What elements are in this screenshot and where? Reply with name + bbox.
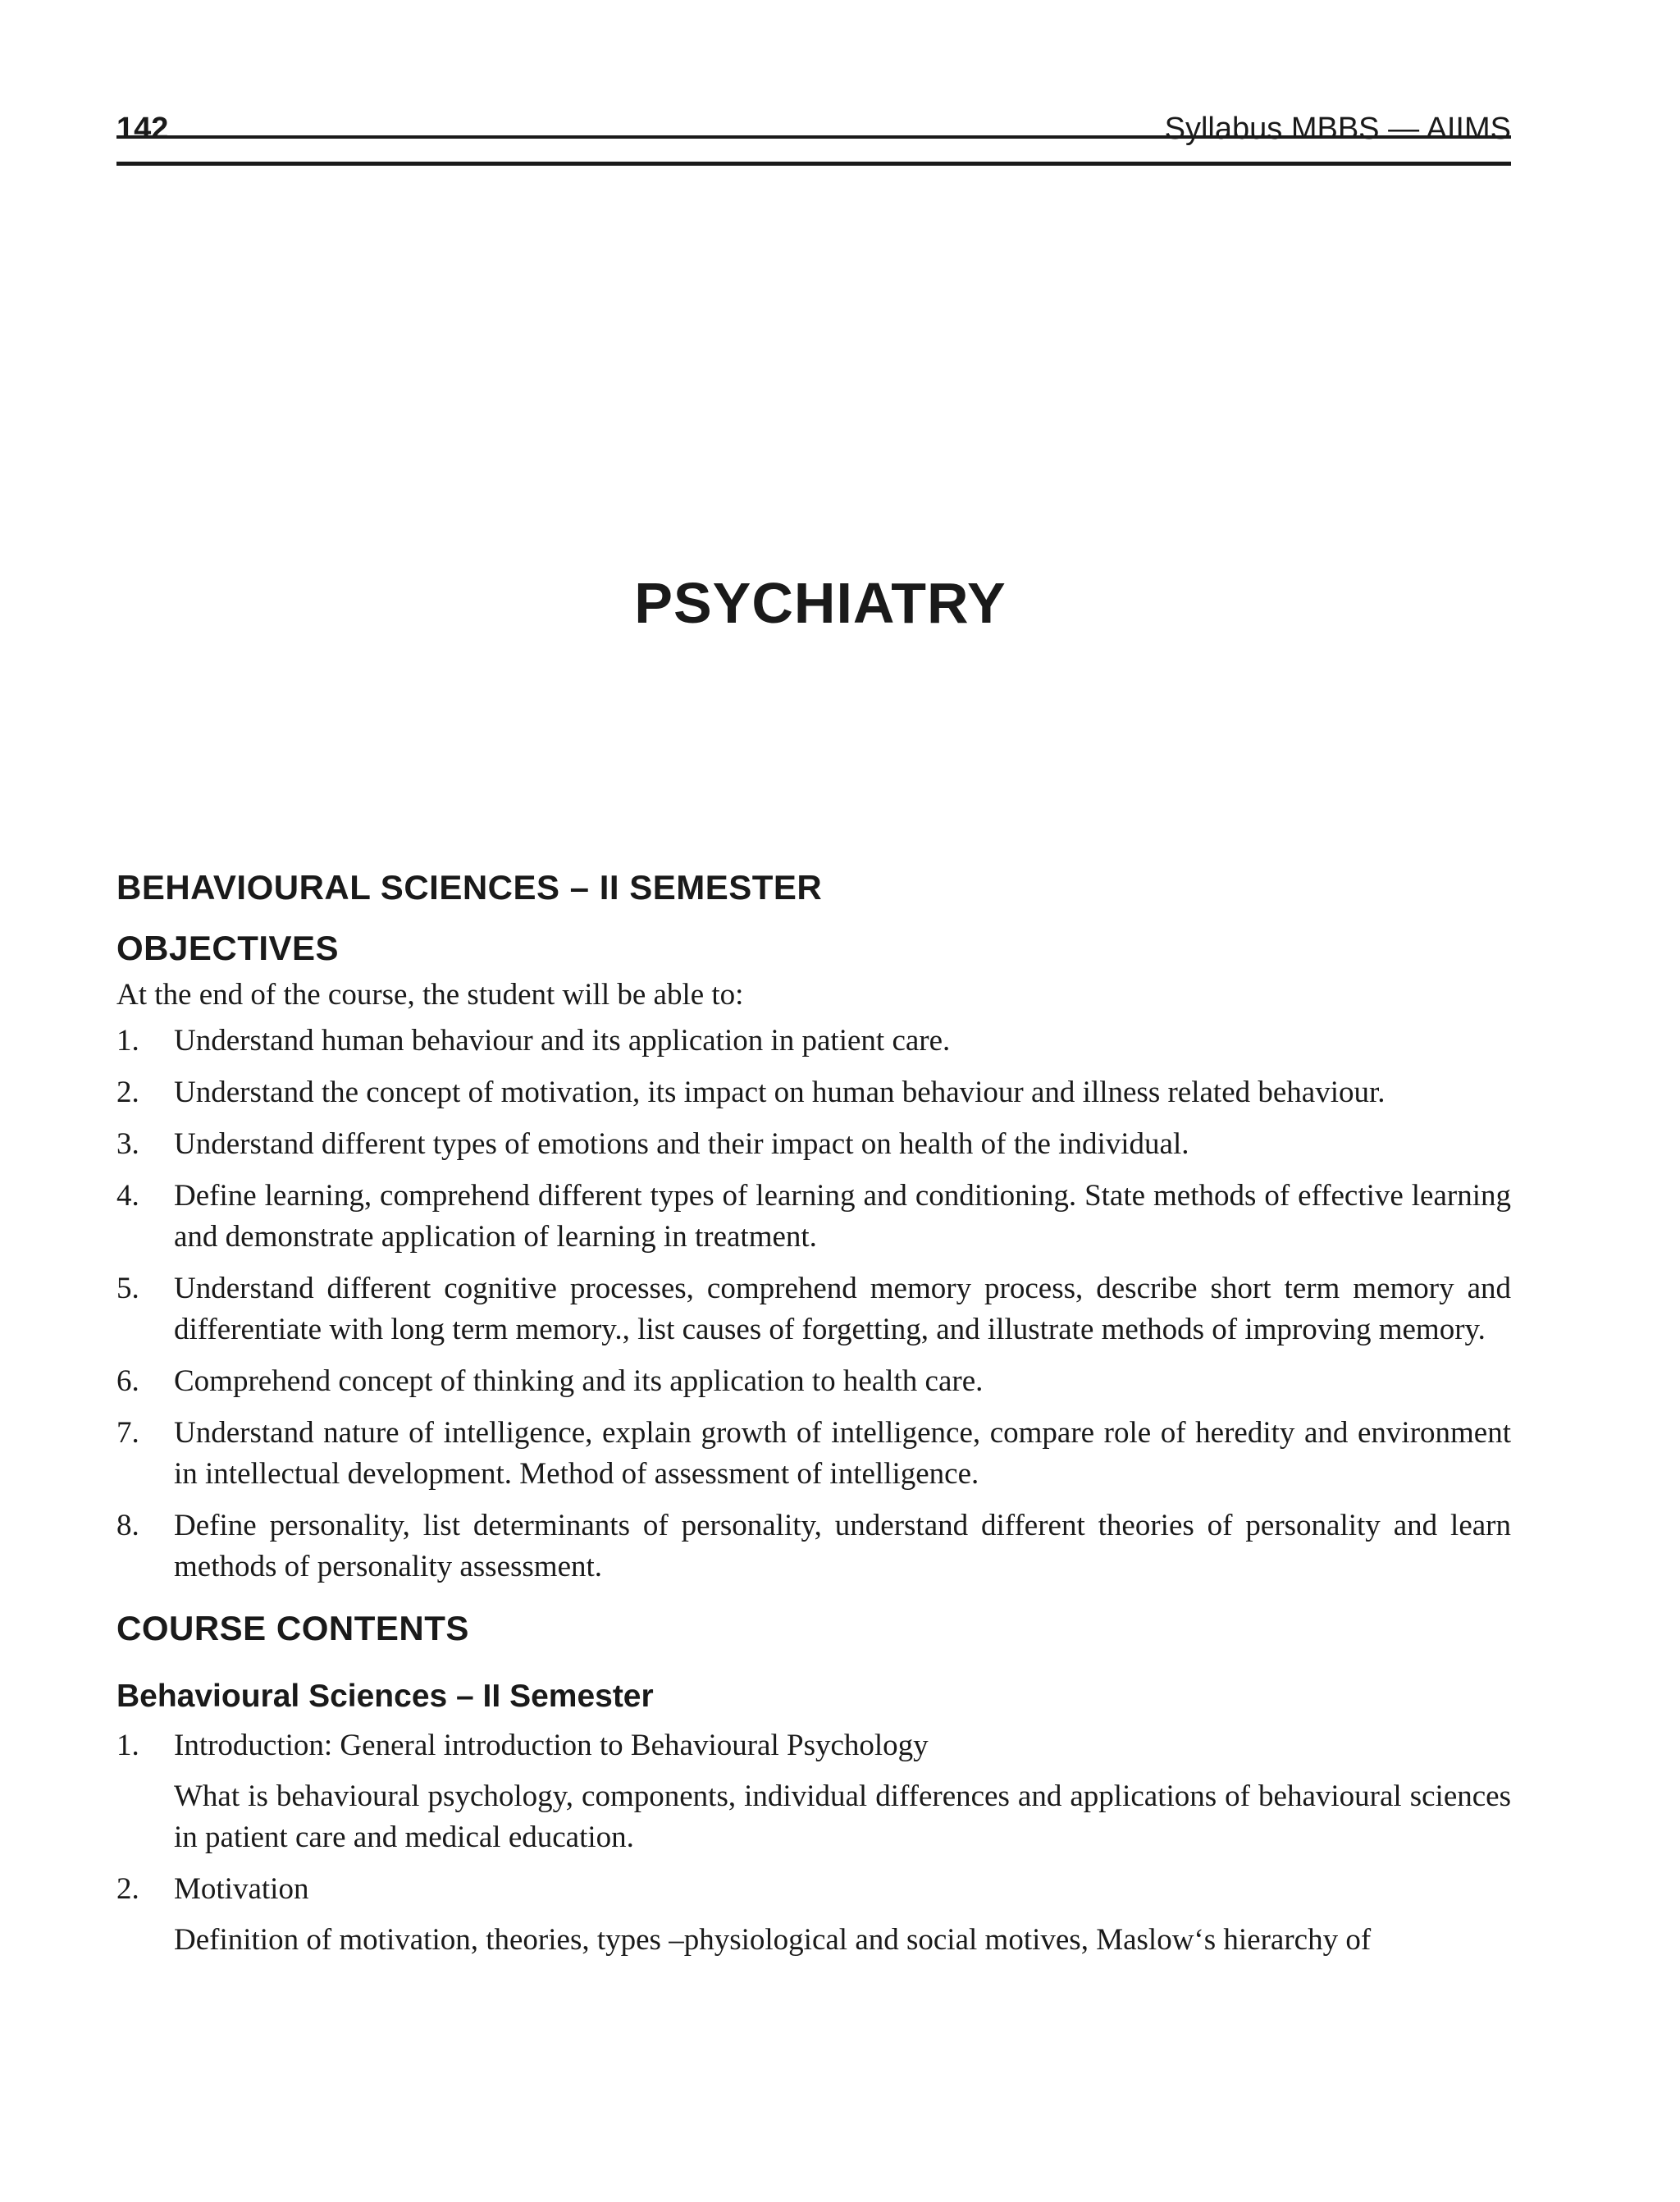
objective-item: [116, 1124, 1511, 1165]
course-contents-list: [116, 1725, 1511, 1961]
item-number: 6.: [116, 1364, 139, 1398]
item-text: Understand nature of intelligence, explain growth of intelligence, compare role of heredity and environment in intellectual development. Method of assessment of intelligence.: [174, 1416, 1511, 1491]
objective-item: [116, 1413, 1511, 1495]
section-heading: BEHAVIOURAL SCIENCES – II SEMESTER: [116, 868, 823, 907]
objective-item: [116, 1361, 1511, 1402]
objectives-heading: OBJECTIVES: [116, 929, 340, 967]
item-number: 7.: [116, 1416, 139, 1450]
course-subheading: Behavioural Sciences – II Semester: [116, 1679, 654, 1714]
item-number: 2.: [116, 1076, 139, 1109]
page-title: PSYCHIATRY: [634, 570, 1007, 635]
item-description: Definition of motivation, theories, types –physiological and social motives, Maslow‘s hierarchy of: [174, 1923, 1372, 1957]
item-text: Define personality, list determinants of personality, understand different theories of personality and learn methods of personality assessment.: [174, 1509, 1511, 1583]
item-number: 1.: [116, 1024, 139, 1058]
course-item: [116, 1869, 1511, 1961]
item-description: What is behavioural psychology, components, individual differences and applications of behavioural sciences in patient care and medical education.: [174, 1779, 1511, 1854]
objective-item: [116, 1072, 1511, 1113]
item-number: 4.: [116, 1179, 139, 1213]
item-title: Introduction: General introduction to Behavioural Psychology: [174, 1729, 929, 1762]
course-item: [116, 1725, 1511, 1858]
page-header: [116, 110, 1511, 166]
item-text: Understand the concept of motivation, its impact on human behaviour and illness related behaviour.: [174, 1076, 1386, 1109]
objectives-intro: At the end of the course, the student will be able to:: [116, 978, 744, 1012]
objective-item: [116, 1268, 1511, 1350]
item-title: Motivation: [174, 1872, 309, 1906]
item-number: 3.: [116, 1127, 139, 1161]
objective-item: [116, 1176, 1511, 1258]
objectives-list: [116, 1021, 1511, 1588]
main-content: [116, 863, 1511, 1971]
item-number: 5.: [116, 1272, 139, 1305]
header-rule-bottom: [116, 162, 1511, 166]
item-text: Define learning, comprehend different types of learning and conditioning. State methods of effective learning and demonstrate application of learning in treatment.: [174, 1179, 1511, 1254]
item-text: Understand human behaviour and its application in patient care.: [174, 1024, 951, 1058]
item-number: 1.: [116, 1729, 139, 1762]
item-text: Understand different cognitive processes, comprehend memory process, describe short term memory and differentiate with long term memory., list causes of forgetting, and illustrate methods of improving memory.: [174, 1272, 1511, 1346]
item-text: Understand different types of emotions and their impact on health of the individual.: [174, 1127, 1189, 1161]
objective-item: [116, 1505, 1511, 1588]
running-head: Syllabus MBBS — AIIMS: [1164, 112, 1511, 146]
objective-item: [116, 1021, 1511, 1062]
item-text: Comprehend concept of thinking and its application to health care.: [174, 1364, 984, 1398]
item-number: 2.: [116, 1872, 139, 1906]
item-number: 8.: [116, 1509, 139, 1542]
course-contents-heading: COURSE CONTENTS: [116, 1609, 469, 1647]
page-number: 142: [116, 112, 169, 146]
